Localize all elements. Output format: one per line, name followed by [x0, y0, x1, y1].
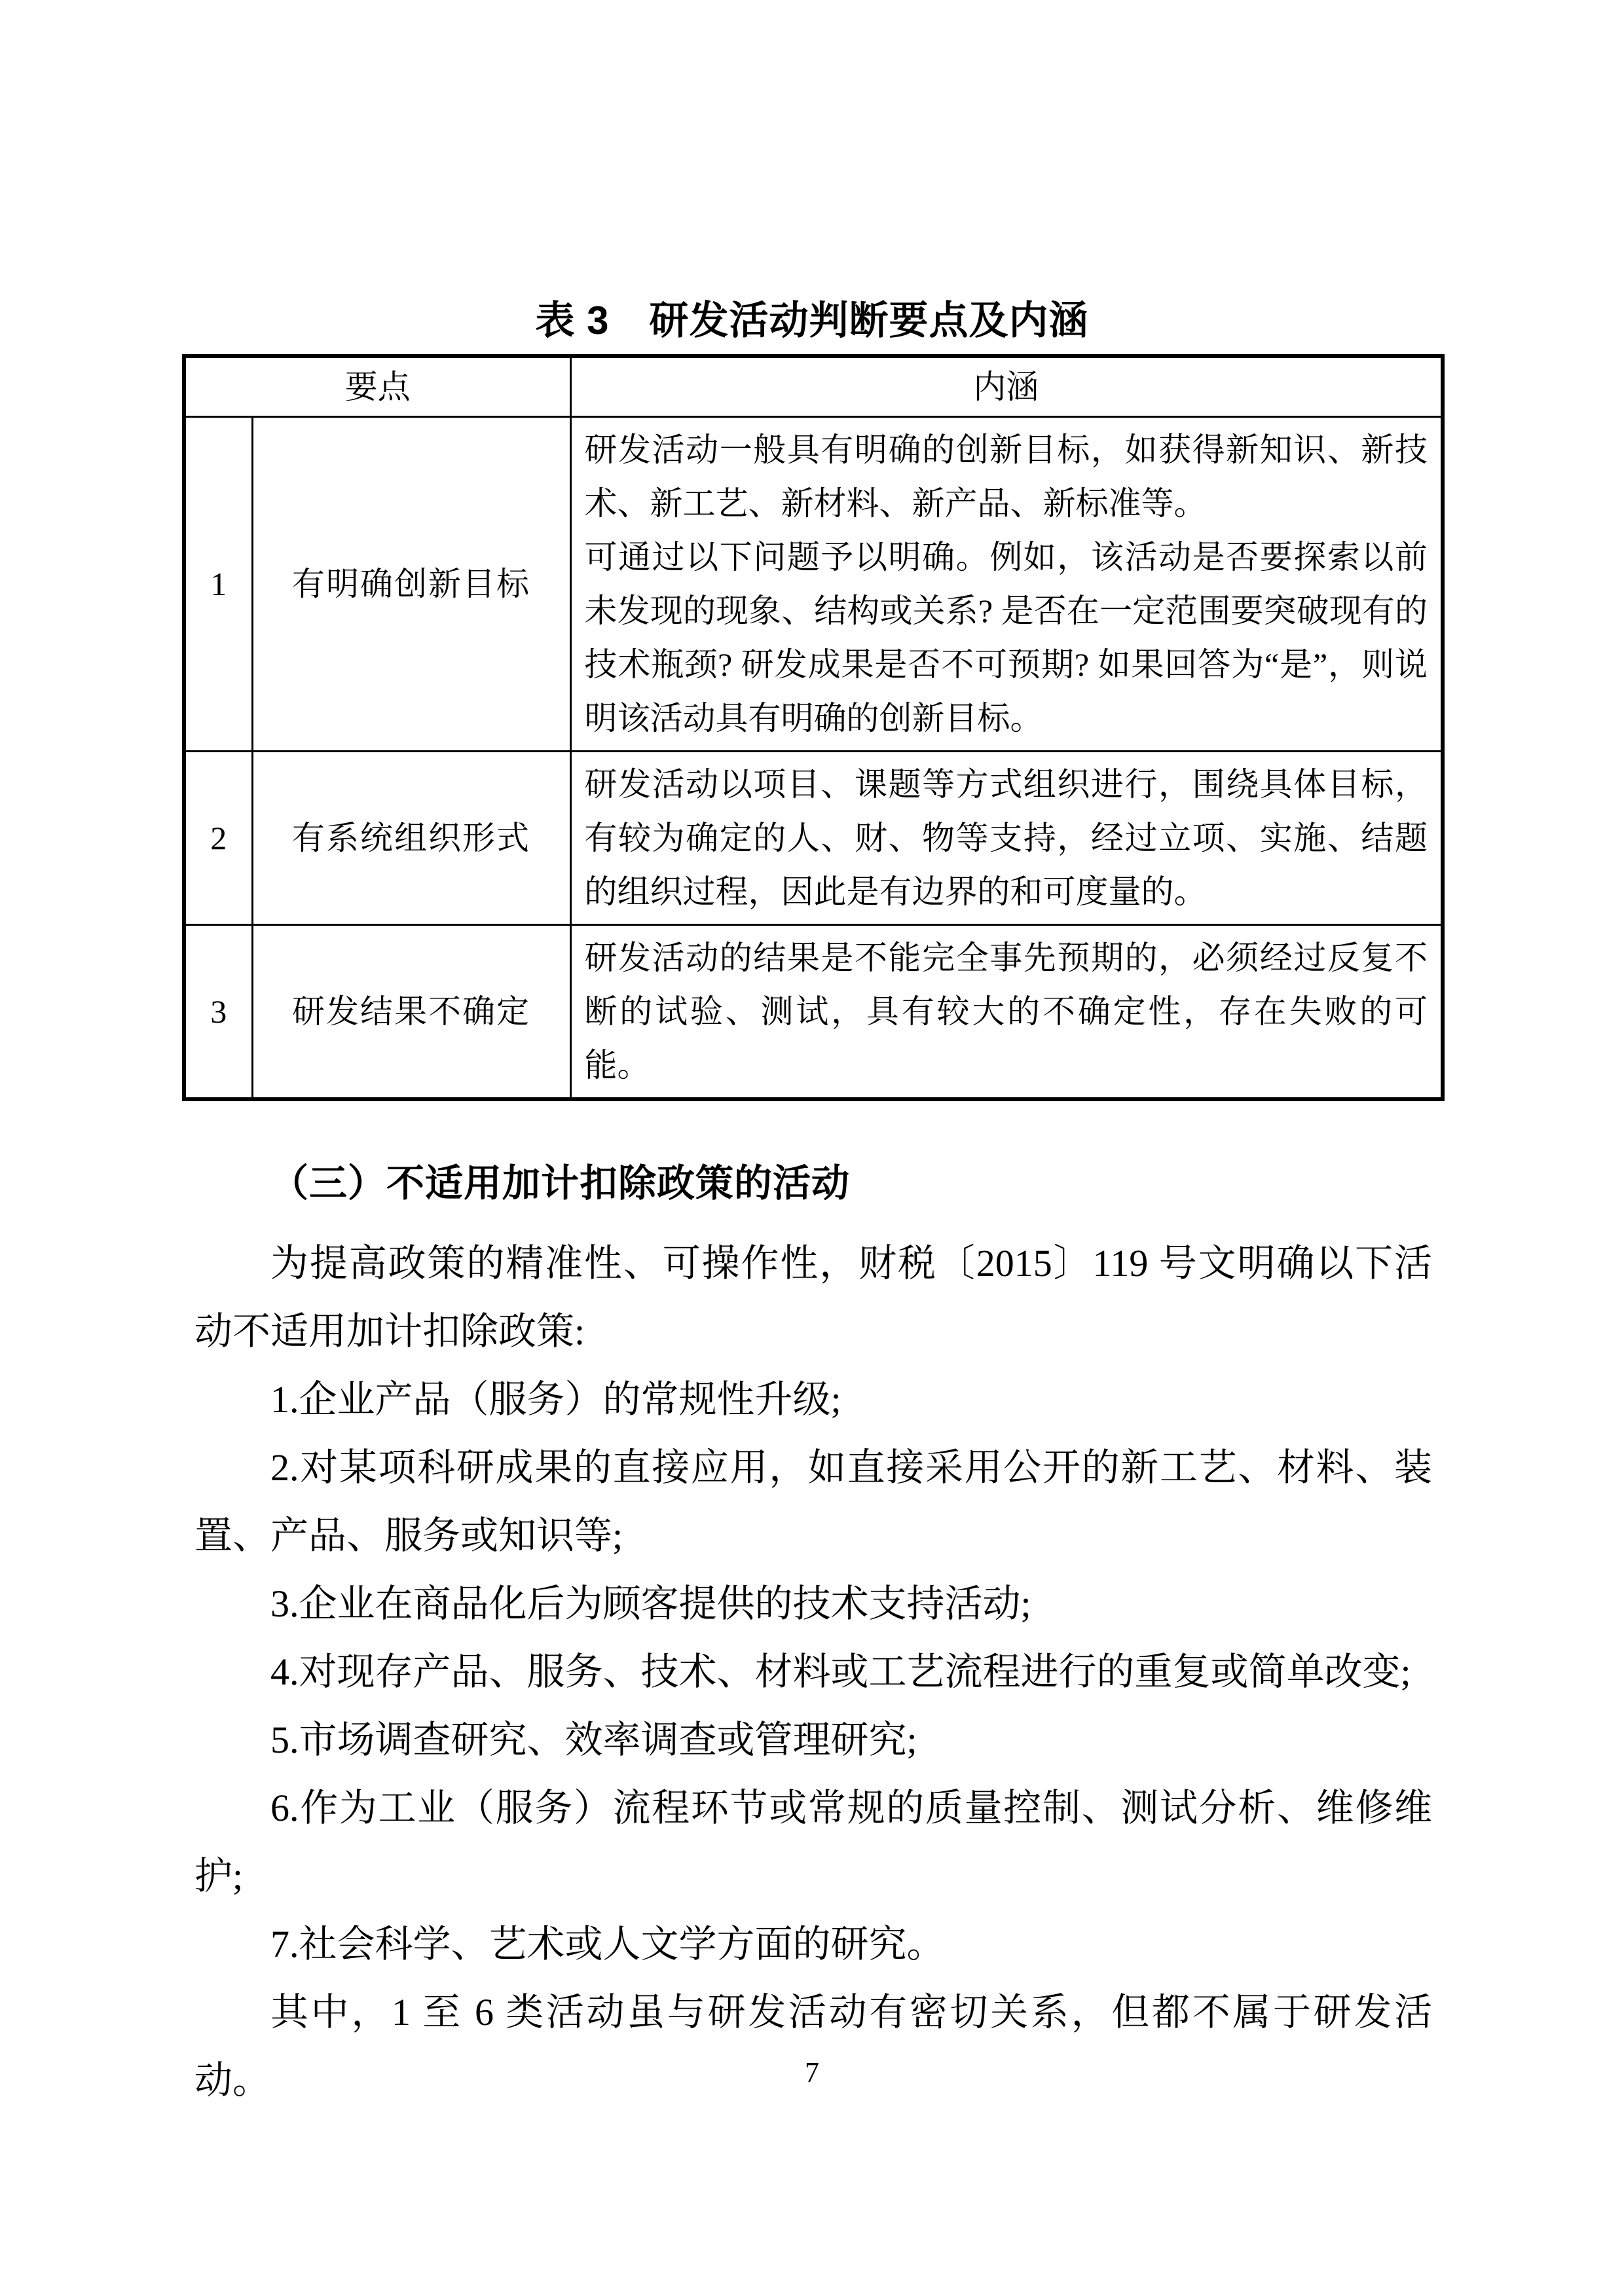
closing-paragraph: 其中，1 至 6 类活动虽与研发活动有密切关系，但都不属于研发活动。 — [194, 1990, 1432, 2102]
key-point: 有系统组织形式 — [252, 751, 570, 924]
table-row — [184, 751, 1443, 924]
row-number: 2 — [184, 751, 252, 924]
meaning-paragraph: 可通过以下问题予以明确。例如，该活动是否要探索以前未发现的现象、结构或关系? 是否在一定范围要突破现有的技术瓶颈? 研发成果是否不可预期? 如果回答为“是”，则说明该活动具有明确的创新目标。 — [584, 538, 1428, 737]
meaning-paragraph: 研发活动的结果是不能完全事先预期的，必须经过反复不断的试验、测试，具有较大的不确定性，存在失败的可能。 — [584, 939, 1428, 1084]
list-item-2: 2.对某项科研成果的直接应用，如直接采用公开的新工艺、材料、装置、产品、服务或知识等; — [194, 1446, 1432, 1557]
list-item-1: 1.企业产品（服务）的常规性升级; — [270, 1377, 841, 1421]
body-text — [194, 1160, 1432, 2115]
table-row — [184, 924, 1443, 1099]
meaning-cell — [570, 416, 1443, 751]
row-number: 3 — [184, 924, 252, 1099]
row-number: 1 — [184, 416, 252, 751]
meaning-cell — [570, 924, 1443, 1099]
intro-paragraph: 为提高政策的精准性、可操作性，财税〔2015〕119 号文明确以下活动不适用加计扣除政策: — [194, 1241, 1432, 1353]
list-item-7: 7.社会科学、艺术或人文学方面的研究。 — [270, 1922, 945, 1965]
list-item-3: 3.企业在商品化后为顾客提供的技术支持活动; — [270, 1582, 1031, 1625]
rd-judgment-table — [182, 354, 1445, 1101]
list-item-5: 5.市场调查研究、效率调查或管理研究; — [270, 1718, 917, 1761]
list-item-4: 4.对现存产品、服务、技术、材料或工艺流程进行的重复或简单改变; — [270, 1650, 1411, 1693]
key-point: 研发结果不确定 — [252, 924, 570, 1099]
column-header-meaning: 内涵 — [570, 356, 1443, 416]
meaning-paragraph: 研发活动一般具有明确的创新目标，如获得新知识、新技术、新工艺、新材料、新产品、新标准等。 — [584, 431, 1428, 522]
list-item-6: 6.作为工业（服务）流程环节或常规的质量控制、测试分析、维修维护; — [194, 1786, 1432, 1897]
section-heading: （三）不适用加计扣除政策的活动 — [270, 1161, 851, 1205]
meaning-paragraph: 研发活动以项目、课题等方式组织进行，围绕具体目标，有较为确定的人、财、物等支持，经过立项、实施、结题的组织过程，因此是有边界的和可度量的。 — [584, 765, 1428, 910]
table-row — [184, 416, 1443, 751]
column-header-point: 要点 — [184, 356, 570, 416]
page-number: 7 — [805, 2056, 819, 2088]
table-header-row — [184, 356, 1443, 416]
meaning-cell — [570, 751, 1443, 924]
table-title: 表 3 研发活动判断要点及内涵 — [535, 299, 1089, 342]
key-point: 有明确创新目标 — [252, 416, 570, 751]
